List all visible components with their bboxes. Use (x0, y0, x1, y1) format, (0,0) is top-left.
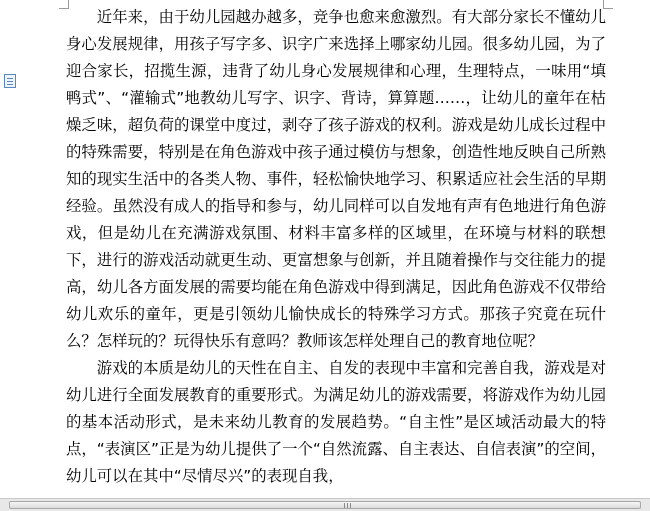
paragraph-1: 近年来，由于幼儿园越办越多，竞争也愈来愈激烈。有大部分家长不懂幼儿身心发展规律，用孩子写字多、识字广来选择上哪家幼儿园。很多幼儿园，为了迎合家长，招揽生源，违背了幼儿身心发展规律和心理，生理特点，一味用“填鸭式”、“灌输式”地教幼儿写字、识字、背诗，算算题……，让幼儿的童年在枯燥乏味，超负荷的课堂中度过，剥夺了孩子游戏的权利。游戏是幼儿成长过程中的特殊需要，特别是在角色游戏中孩子通过模仿与想象，创造性地反映自己所熟知的现实生活中的各类人物、事件，轻松愉快地学习、积累适应社会生活的早期经验。虽然没有成人的指导和参与，幼儿同样可以自发地有声有色地进行角色游戏，但是幼儿在充满游戏氛围、材料丰富多样的区域里，在环境与材料的联想下，进行的游戏活动就更生动、更富想象与创新，并且随着操作与交往能力的提高，幼儿各方面发展的需要均能在角色游戏中得到满足，因此角色游戏不仅带给幼儿欢乐的童年，更是引领幼儿愉快成长的特殊学习方式。那孩子究竟在玩什么？怎样玩的？玩得快乐有意吗？教师该怎样处理自己的教育地位呢？ (66, 8, 606, 350)
document-body[interactable] (66, 4, 606, 490)
paragraph-2: 游戏的本质是幼儿的天性在自主、自发的表现中丰富和完善自我，游戏是对幼儿进行全面发展教育的重要形式。为满足幼儿的游戏需要，将游戏作为幼儿园的基本活动形式，是未来幼儿教育的发展趋势。“自主性”是区域活动最大的特点，“表演区”正是为幼儿提供了一个“自然流露、自主表达、自信表演”的空间，幼儿可以在其中“尽情尽兴”的表现自我， (66, 359, 606, 485)
document-map-icon[interactable] (4, 74, 16, 88)
scrollbar-grip-icon (344, 503, 352, 508)
scrollbar-thumb[interactable] (9, 501, 641, 509)
horizontal-scrollbar[interactable] (0, 498, 650, 511)
